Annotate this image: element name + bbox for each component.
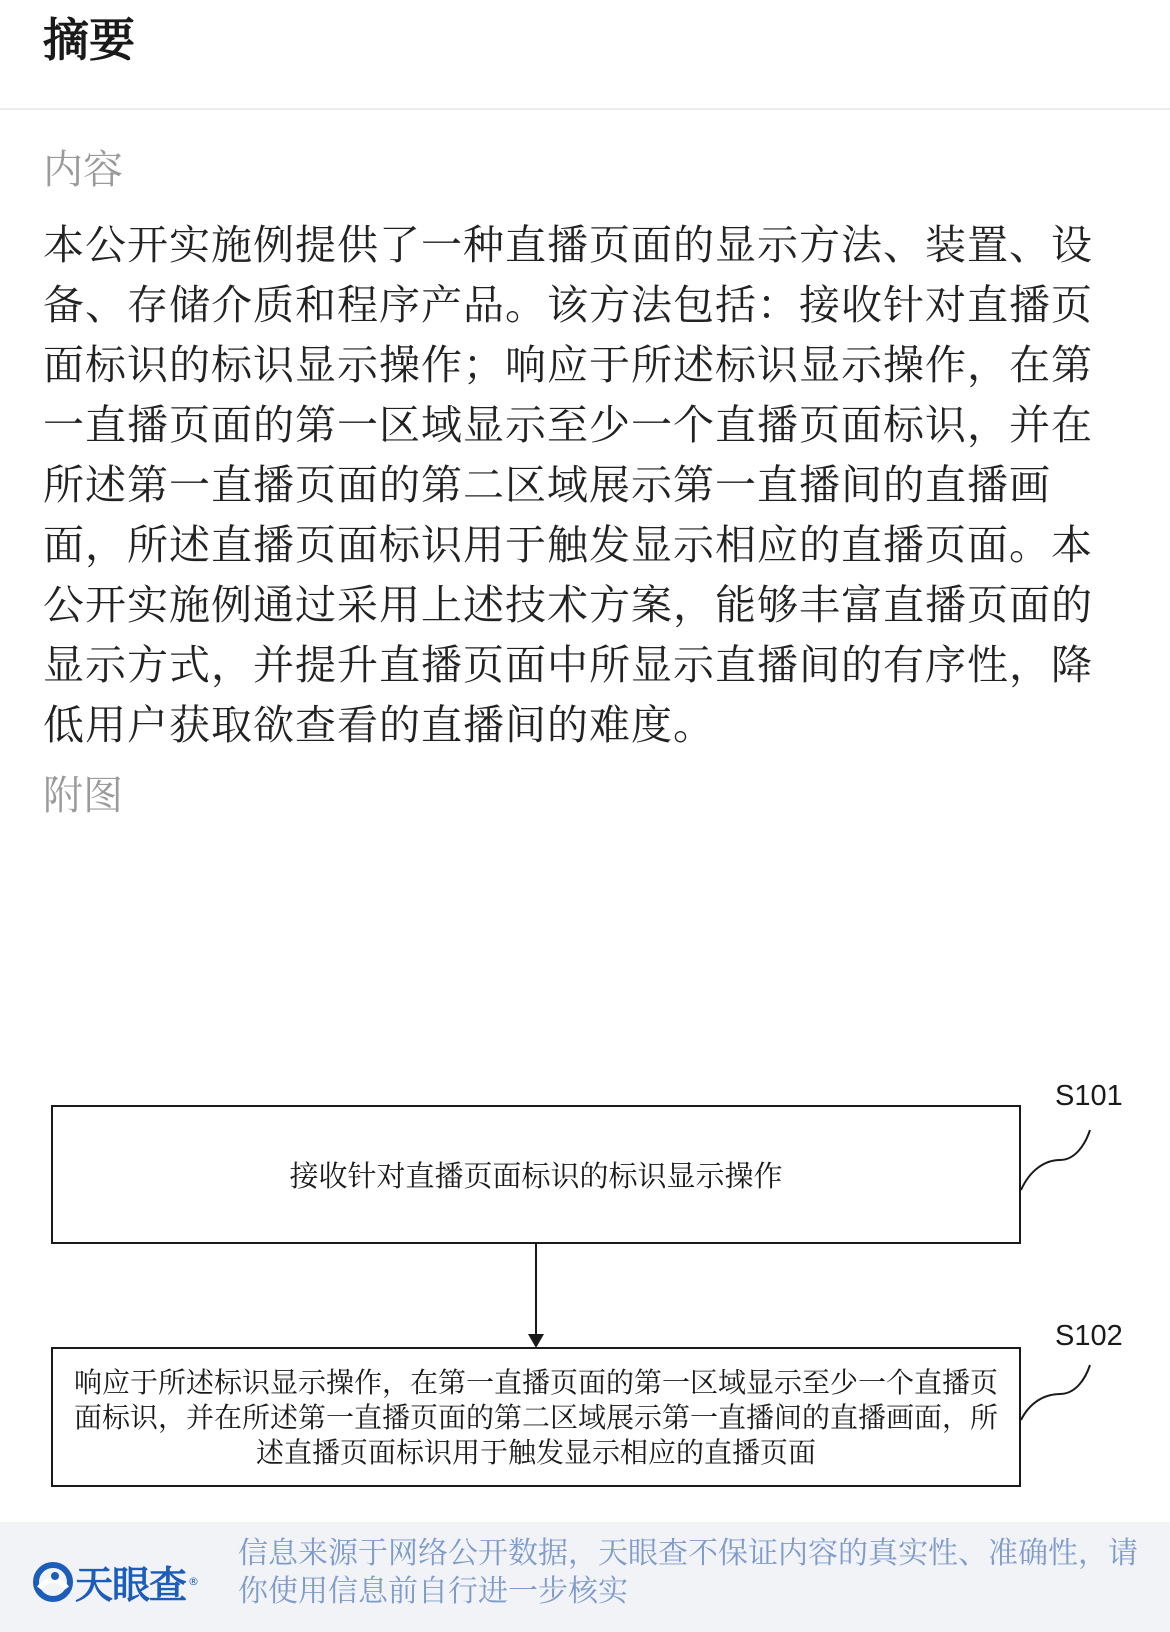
flow-arrow-head xyxy=(528,1334,544,1348)
page-title: 摘要 xyxy=(43,13,135,67)
abstract-text: 本公开实施例提供了一种直播页面的显示方法、装置、设备、存储介质和程序产品。该方法包括：接收针对直播页面标识的标识显示操作；响应于所述标识显示操作，在第一直播页面的第一区域显示至少一个直播页面标识，并在所述第一直播页面的第二区域展示第一直播间的直播画面，所述直播页面标识用于触发显示相应的直播页面。本公开实施例通过采用上述技术方案，能够丰富直播页面的显示方式，并提升直播页面中所显示直播间的有序性，降低用户获取欲查看的直播间的难度。 xyxy=(43,221,1093,749)
s102-leader-line xyxy=(1021,1365,1090,1420)
flow-step-box-s102 xyxy=(51,1347,1021,1487)
disclaimer-text: 信息来源于网络公开数据，天眼查不保证内容的真实性、准确性，请你使用信息前自行进一步核实 xyxy=(238,1536,1138,1609)
flow-step-text-s102: 响应于所述标识显示操作，在第一直播页面的第一区域显示至少一个直播页面标识，并在所述第一直播页面的第二区域展示第一直播间的直播画面，所述直播页面标识用于触发显示相应的直播页面 xyxy=(73,1365,998,1469)
footer-bar xyxy=(0,1522,1170,1632)
step-label-s102: S102 xyxy=(1055,1320,1123,1352)
logo-text: 天眼查 xyxy=(75,1563,187,1607)
page-header xyxy=(0,0,1170,110)
logo-registered-mark: ® xyxy=(188,1575,200,1588)
flowchart-figure[interactable] xyxy=(0,1080,1170,1510)
flow-step-box-s101 xyxy=(51,1105,1021,1244)
step-label-s101: S101 xyxy=(1055,1080,1123,1112)
tianyancha-logo-icon xyxy=(33,1562,73,1602)
flow-step-text-s101: 接收针对直播页面标识的标识显示操作 xyxy=(289,1159,783,1193)
s101-leader-line xyxy=(1021,1130,1090,1190)
tianyancha-logo[interactable] xyxy=(33,1554,199,1609)
content-section-label: 内容 xyxy=(43,147,123,193)
figure-section-label: 附图 xyxy=(43,773,123,819)
